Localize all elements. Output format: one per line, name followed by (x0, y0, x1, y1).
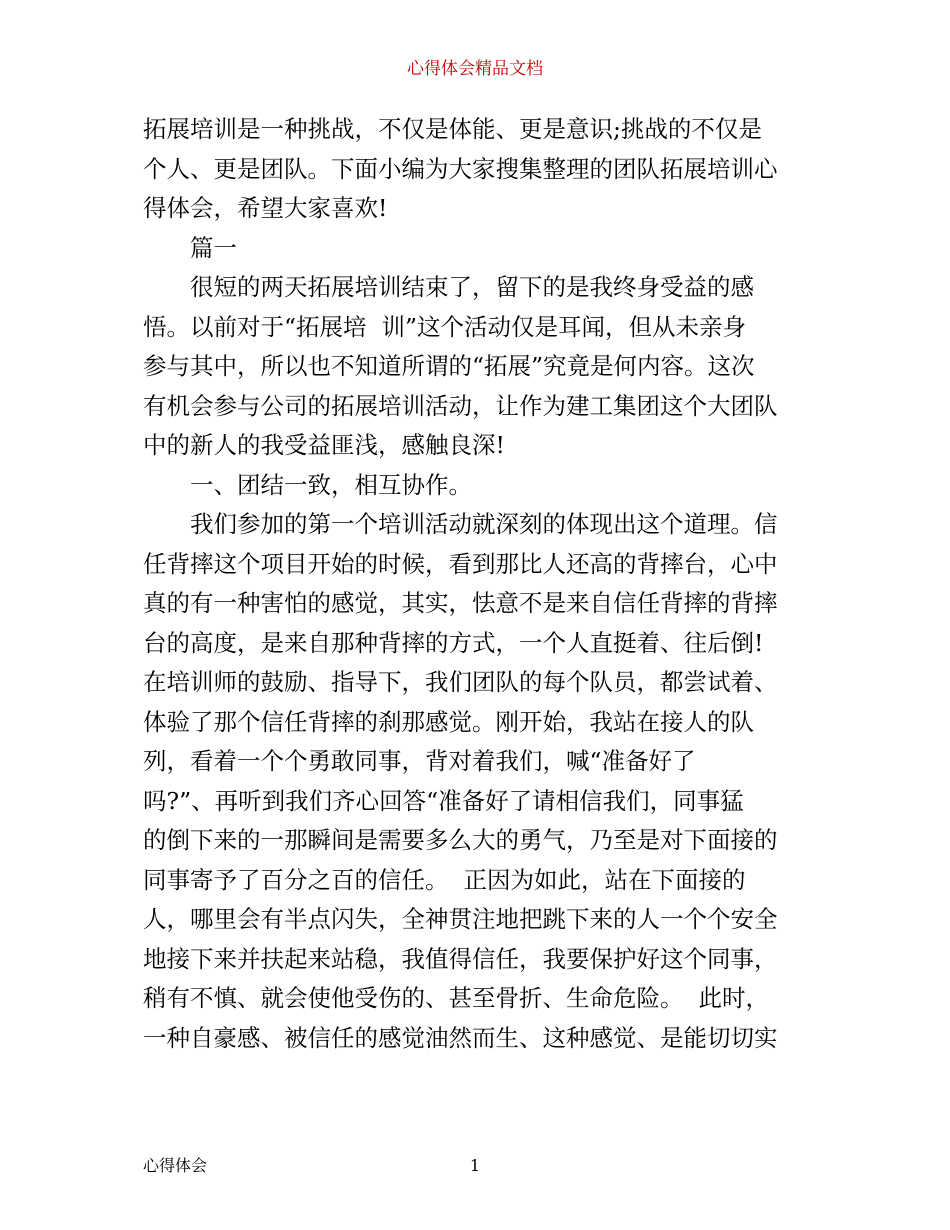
body-line: 列，看着一个个勇敢同事，背对着我们，喊“准备好了 (143, 747, 696, 775)
body-line: 悟。以前对于“拓展培 训”这个活动仅是耳闻，但从未亲身 (143, 312, 746, 341)
body-line: 中的新人的我受益匪浅，感触良深! (143, 431, 505, 459)
body-line: 一种自豪感、被信任的感觉油然而生、这种感觉、是能切切实 (143, 1023, 778, 1052)
document-header-title: 心得体会精品文档 (407, 59, 543, 79)
body-line: 得体会，希望大家喜欢! (143, 194, 388, 222)
body-line: 的倒下来的一那瞬间是需要多么大的勇气，乃至是对下面接的 (143, 826, 778, 854)
body-line: 任背摔这个项目开始的时候，看到那比人还高的背摔台，心中 (143, 549, 778, 578)
document-body (143, 110, 815, 1058)
body-line: 稍有不慎、就会使他受伤的、甚至骨折、生命危险。 此时， (143, 984, 769, 1012)
body-line: 人，哪里会有半点闪失，全神贯注地把跳下来的人一个个安全 (143, 905, 778, 933)
body-line: 我们参加的第一个培训活动就深刻的体现出这个道理。信 (190, 510, 778, 538)
subsection-heading: 一、团结一致，相互协作。 (190, 470, 472, 499)
body-line: 体验了那个信任背摔的刹那感觉。刚开始，我站在接人的队 (143, 707, 754, 736)
body-line: 同事寄予了百分之百的信任。 正因为如此，站在下面接的 (143, 865, 746, 894)
page-number: 1 (469, 1156, 481, 1175)
body-line: 参与其中，所以也不知道所谓的“拓展”究竟是何内容。这次 (143, 352, 755, 380)
body-line: 真的有一种害怕的感觉，其实，怯意不是来自信任背摔的背摔 (143, 589, 778, 617)
body-line: 拓展培训是一种挑战，不仅是体能、更是意识;挑战的不仅是 (143, 115, 762, 143)
body-line: 在培训师的鼓励、指导下，我们团队的每个队员，都尝试着、 (143, 668, 778, 696)
body-line: 台的高度，是来自那种背摔的方式，一个人直挺着、往后倒! (143, 628, 764, 657)
body-line: 地接下来并扶起来站稳，我值得信任，我要保护好这个同事， (143, 944, 778, 973)
footer-label: 心得体会 (143, 1156, 208, 1175)
body-line: 有机会参与公司的拓展培训活动，让作为建工集团这个大团队 (143, 391, 778, 420)
body-line: 很短的两天拓展培训结束了，留下的是我终身受益的感 (190, 273, 754, 301)
body-line: 吗?”、再听到我们齐心回答“准备好了请相信我们，同事猛 (143, 786, 744, 815)
body-line: 个人、更是团队。下面小编为大家搜集整理的团队拓展培训心 (143, 154, 778, 183)
section-heading: 篇一 (190, 233, 237, 262)
